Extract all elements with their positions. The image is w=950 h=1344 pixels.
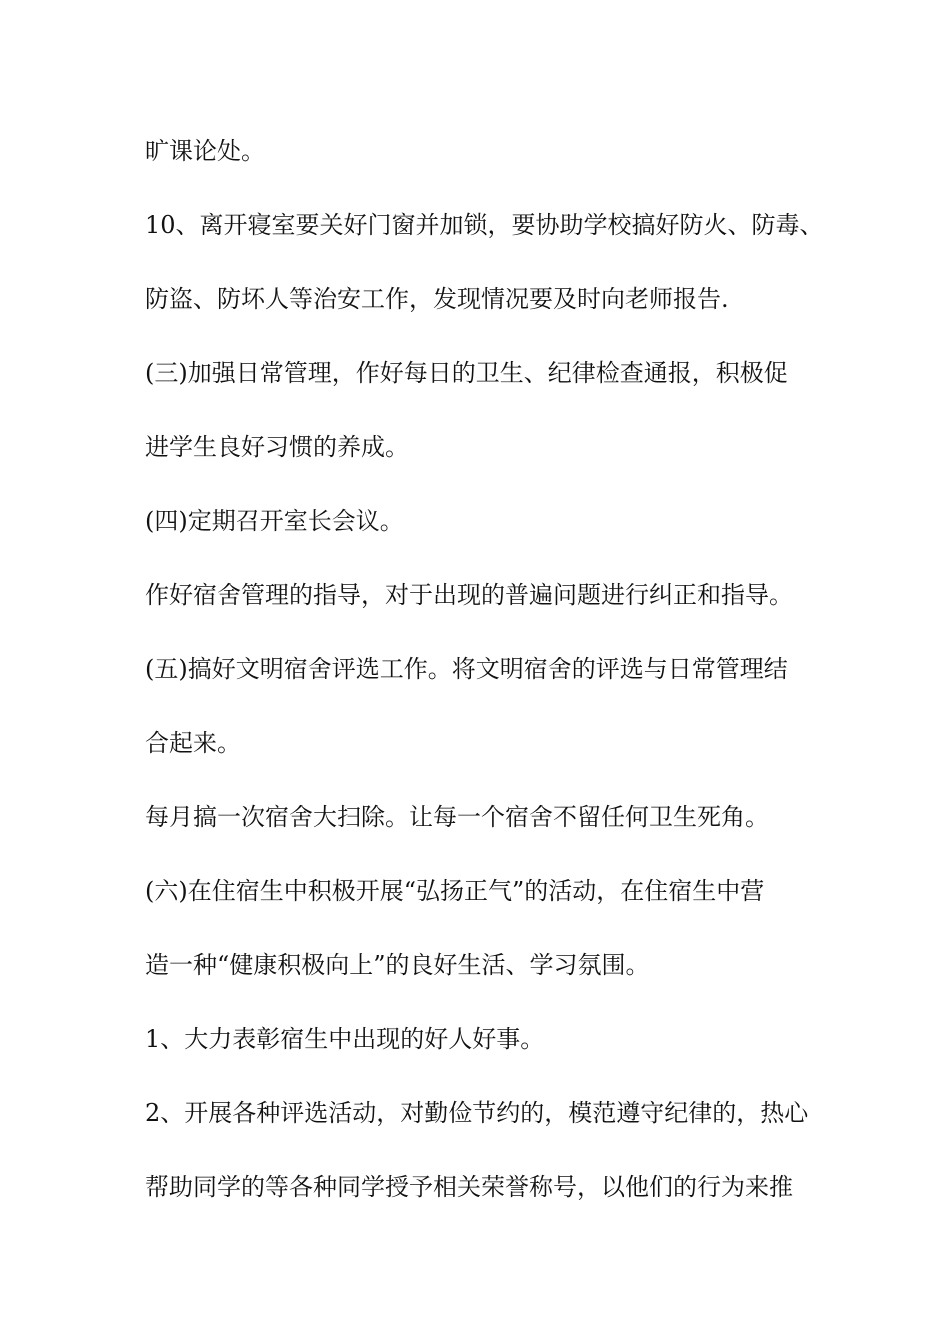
paragraph-line: 防盗、防坏人等治安工作，发现情况要及时向老师报告.	[145, 285, 729, 313]
paragraph-line: 合起来。	[145, 729, 241, 757]
section-heading-line: (三)加强日常管理，作好每日的卫生、纪律检查通报，积极促	[145, 359, 788, 387]
section-heading-line: (六)在住宿生中积极开展“弘扬正气”的活动，在住宿生中营	[145, 877, 765, 905]
paragraph-line: 进学生良好习惯的养成。	[145, 433, 409, 461]
list-item-line: 2、开展各种评选活动，对勤俭节约的，模范遵守纪律的，热心	[145, 1099, 809, 1127]
paragraph-line: 帮助同学的等各种同学授予相关荣誉称号，以他们的行为来推	[145, 1173, 793, 1201]
paragraph-line: 每月搞一次宿舍大扫除。让每一个宿舍不留任何卫生死角。	[145, 803, 769, 831]
paragraph-line: 造一种“健康积极向上”的良好生活、学习氛围。	[145, 951, 650, 979]
section-heading-line: (五)搞好文明宿舍评选工作。将文明宿舍的评选与日常管理结	[145, 655, 788, 683]
paragraph-line: 作好宿舍管理的指导，对于出现的普遍问题进行纠正和指导。	[145, 581, 793, 609]
section-heading-line: (四)定期召开室长会议。	[145, 507, 404, 535]
list-item-line: 1、大力表彰宿生中出现的好人好事。	[145, 1025, 545, 1053]
paragraph-line: 10、离开寝室要关好门窗并加锁，要协助学校搞好防火、防毒、	[145, 211, 824, 239]
paragraph-line: 旷课论处。	[145, 137, 265, 165]
